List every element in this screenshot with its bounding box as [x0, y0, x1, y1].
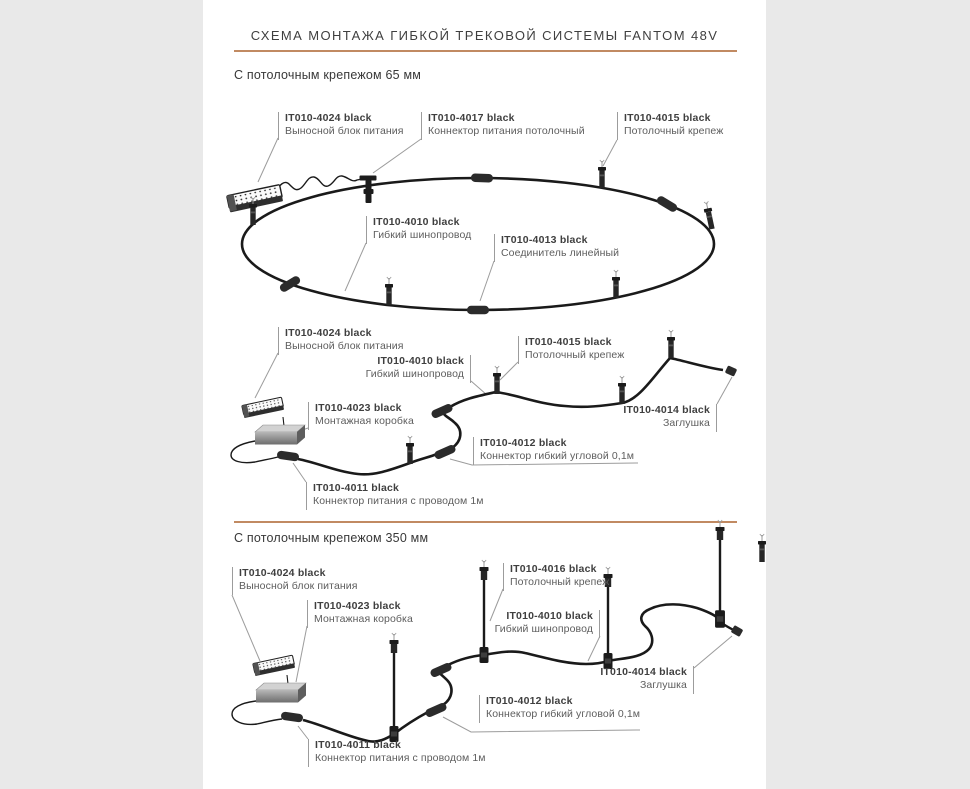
power-supply-icon [242, 397, 284, 418]
flex-track [303, 712, 428, 742]
part-number: IT010-4010 black [506, 610, 593, 622]
part-desc: Потолочный крепеж [510, 576, 610, 588]
mounting-box-icon [255, 425, 305, 445]
label-d2-corner [473, 437, 634, 465]
part-desc: Потолочный крепеж [624, 125, 724, 137]
part-number: IT010-4012 black [480, 437, 567, 449]
part-desc: Заглушка [639, 679, 687, 691]
part-number: IT010-4011 black [315, 739, 402, 751]
label-d1-feed [421, 112, 585, 140]
part-desc: Коннектор гибкий угловой 0,1м [486, 708, 641, 720]
section-heading-350mm: С потолочным крепежом 350 мм [234, 531, 429, 545]
part-number: IT010-4024 black [285, 112, 372, 124]
label-d1-joint [494, 234, 619, 262]
part-desc: Выносной блок питания [285, 340, 404, 352]
psu-wire [283, 417, 284, 426]
section-heading-65mm: С потолочным крепежом 65 мм [234, 68, 422, 82]
part-number: IT010-4023 black [315, 402, 402, 414]
part-desc: Монтажная коробка [314, 613, 413, 625]
part-desc: Коннектор питания потолочный [428, 125, 585, 137]
feed-pill-icon [277, 450, 300, 461]
part-number: IT010-4010 black [373, 216, 460, 228]
part-desc: Коннектор питания с проводом 1м [313, 495, 484, 507]
part-desc: Коннектор питания с проводом 1м [315, 752, 486, 764]
power-lead-cable [232, 701, 282, 724]
part-number: IT010-4011 black [313, 482, 400, 494]
corner-connector-icon [430, 403, 454, 420]
part-desc: Потолочный крепеж [525, 349, 625, 361]
part-number: IT010-4024 black [285, 327, 372, 339]
part-number: IT010-4024 black [239, 567, 326, 579]
part-desc: Коннектор гибкий угловой 0,1м [480, 450, 635, 462]
part-number: IT010-4023 black [314, 600, 401, 612]
feed-connector-icon [360, 176, 377, 204]
label-d2-endcap [623, 404, 717, 432]
label-d2-box [308, 402, 414, 430]
feed-pill-icon [281, 711, 304, 722]
part-number: IT010-4014 black [623, 404, 710, 416]
label-d1-mount [617, 112, 723, 140]
flex-track [450, 358, 723, 407]
label-d3-power-cord [308, 739, 486, 767]
spare-ceiling-mount-icon [758, 534, 766, 562]
label-d2-mount [518, 336, 624, 364]
part-number: IT010-4015 black [525, 336, 612, 348]
label-d3-corner [479, 695, 640, 723]
flex-track-s-curve [444, 414, 460, 448]
power-cord-icon [275, 176, 362, 194]
label-d2-track [366, 355, 471, 383]
part-number: IT010-4014 black [600, 666, 687, 678]
corner-connector-icon [433, 444, 457, 461]
flex-track-s-curve [439, 672, 452, 705]
part-number: IT010-4015 black [624, 112, 711, 124]
mounting-box-icon [256, 683, 306, 703]
part-desc: Заглушка [662, 417, 710, 429]
label-d3-endcap [600, 666, 694, 694]
label-d2-psu [278, 327, 404, 355]
end-cap-icon [725, 365, 737, 376]
part-desc: Соединитель линейный [501, 247, 620, 259]
part-number: IT010-4010 black [377, 355, 464, 367]
end-cap-icon [731, 625, 744, 637]
part-desc: Выносной блок питания [239, 580, 358, 592]
label-d3-mount [503, 563, 609, 591]
flex-track-ring [242, 178, 714, 310]
sheet [203, 0, 766, 789]
label-d1-track [366, 216, 471, 244]
part-desc: Выносной блок питания [285, 125, 404, 137]
part-desc: Гибкий шинопровод [365, 368, 464, 380]
page-title: СХЕМА МОНТАЖА ГИБКОЙ ТРЕКОВОЙ СИСТЕМЫ FANTOM 48V [250, 28, 719, 43]
part-number: IT010-4016 black [510, 563, 597, 575]
flex-track [298, 454, 437, 474]
part-number: IT010-4017 black [428, 112, 515, 124]
part-desc: Гибкий шинопровод [373, 229, 472, 241]
part-desc: Монтажная коробка [315, 415, 414, 427]
label-d1-psu [278, 112, 404, 140]
part-number: IT010-4012 black [486, 695, 573, 707]
label-d3-box [307, 600, 413, 628]
corner-connector-icon [424, 702, 448, 719]
label-d2-power-cord [306, 482, 484, 510]
label-d3-track [495, 610, 600, 638]
part-desc: Гибкий шинопровод [494, 623, 593, 635]
part-number: IT010-4013 black [501, 234, 588, 246]
psu-wire [287, 675, 288, 684]
label-d3-psu [232, 567, 358, 595]
